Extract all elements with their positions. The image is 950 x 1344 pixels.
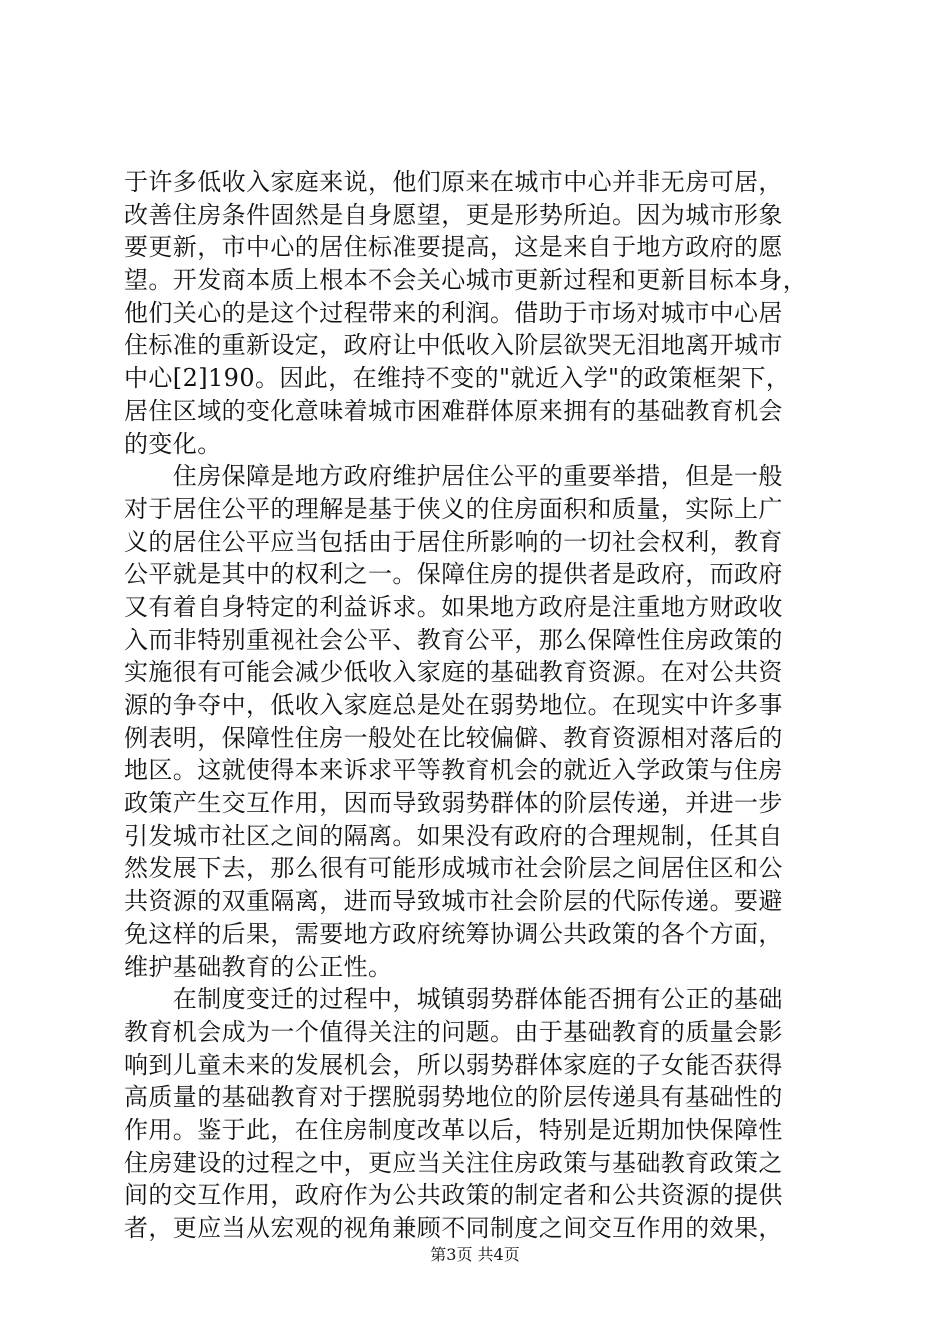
body-text bbox=[124, 166, 834, 1245]
text-line: 中心[2]190。因此，在维持不变的"就近入学"的政策框架下， bbox=[124, 364, 791, 393]
text-line: 实施很有可能会减少低收入家庭的基础教育资源。在对公共资 bbox=[124, 658, 783, 687]
text-line: 政策产生交互作用，因而导致弱势群体的阶层传递，并进一步 bbox=[124, 789, 783, 818]
text-line: 维护基础教育的公正性。 bbox=[124, 952, 393, 981]
text-line: 的变化。 bbox=[124, 429, 222, 458]
text-line: 在制度变迁的过程中，城镇弱势群体能否拥有公正的基础 bbox=[124, 985, 783, 1014]
text-line: 例表明，保障性住房一般处在比较偏僻、教育资源相对落后的 bbox=[124, 723, 783, 752]
page-footer: 第3页 共4页 bbox=[430, 1245, 520, 1264]
text-line: 免这样的后果，需要地方政府统筹协调公共政策的各个方面， bbox=[124, 919, 783, 948]
text-line: 住房保障是地方政府维护居住公平的重要举措，但是一般 bbox=[124, 462, 783, 491]
text-line: 源的争夺中，低收入家庭总是处在弱势地位。在现实中许多事 bbox=[124, 691, 783, 719]
text-line: 对于居住公平的理解是基于侠义的住房面积和质量，实际上广 bbox=[124, 494, 783, 523]
text-line: 住标准的重新设定，政府让中低收入阶层欲哭无泪地离开城市 bbox=[124, 331, 783, 360]
text-line: 间的交互作用，政府作为公共政策的制定者和公共资源的提供 bbox=[124, 1181, 783, 1210]
text-line: 他们关心的是这个过程带来的利润。借助于市场对城市中心居 bbox=[124, 298, 783, 327]
text-line: 望。开发商本质上根本不会关心城市更新过程和更新目标本身， bbox=[124, 266, 808, 295]
text-line: 住房建设的过程之中，更应当关注住房政策与基础教育政策之 bbox=[124, 1148, 783, 1177]
text-line: 又有着自身特定的利益诉求。如果地方政府是注重地方财政收 bbox=[124, 592, 783, 621]
text-line: 引发城市社区之间的隔离。如果没有政府的合理规制，任其自 bbox=[124, 821, 783, 850]
text-line: 公平就是其中的权利之一。保障住房的提供者是政府，而政府 bbox=[124, 560, 783, 589]
text-line: 响到儿童未来的发展机会，所以弱势群体家庭的子女能否获得 bbox=[124, 1050, 783, 1079]
text-line: 居住区域的变化意味着城市困难群体原来拥有的基础教育机会 bbox=[124, 396, 783, 425]
text-line: 然发展下去，那么很有可能形成城市社会阶层之间居住区和公 bbox=[124, 854, 783, 883]
text-line: 高质量的基础教育对于摆脱弱势地位的阶层传递具有基础性的 bbox=[124, 1083, 783, 1112]
text-line: 教育机会成为一个值得关注的问题。由于基础教育的质量会影 bbox=[124, 1017, 783, 1046]
text-line: 共资源的双重隔离，进而导致城市社会阶层的代际传递。要避 bbox=[124, 887, 783, 916]
text-line: 改善住房条件固然是自身愿望，更是形势所迫。因为城市形象 bbox=[124, 200, 783, 229]
text-line: 入而非特别重视社会公平、教育公平，那么保障性住房政策的 bbox=[124, 625, 783, 654]
text-line: 地区。这就使得本来诉求平等教育机会的就近入学政策与住房 bbox=[124, 756, 783, 785]
text-line: 义的居住公平应当包括由于居住所影响的一切社会权利，教育 bbox=[124, 527, 783, 556]
text-line: 者，更应当从宏观的视角兼顾不同制度之间交互作用的效果， bbox=[124, 1214, 783, 1242]
text-line: 于许多低收入家庭来说，他们原来在城市中心并非无房可居， bbox=[124, 168, 783, 196]
text-line: 要更新，市中心的居住标准要提高，这是来自于地方政府的愿 bbox=[124, 233, 783, 262]
text-line: 作用。鉴于此，在住房制度改革以后，特别是近期加快保障性 bbox=[124, 1115, 783, 1144]
